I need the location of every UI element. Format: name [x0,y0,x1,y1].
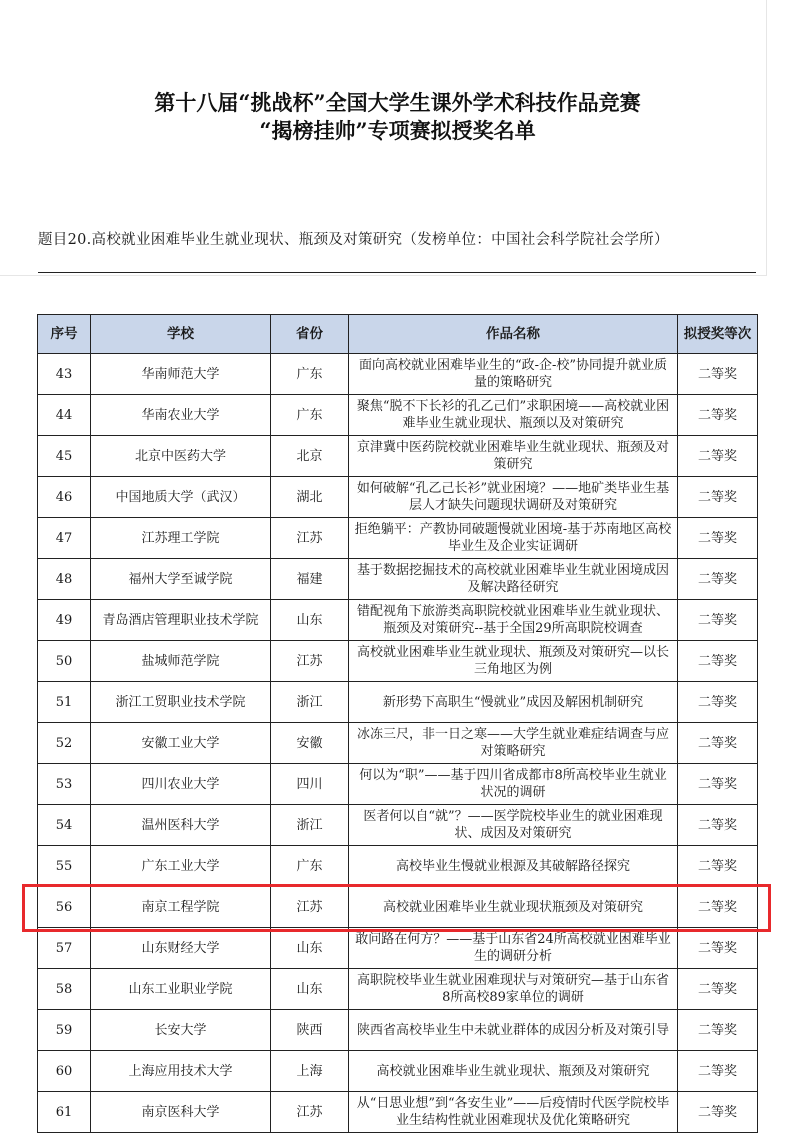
cell-work: 错配视角下旅游类高职院校就业困难毕业生就业现状、瓶颈及对策研究--基于全国29所高职院校调查 [349,600,678,641]
cell-award: 二等奖 [678,395,758,436]
cell-row-number: 60 [38,1051,91,1092]
cell-award: 二等奖 [678,518,758,559]
cell-award: 二等奖 [678,436,758,477]
cell-work: 陕西省高校毕业生中未就业群体的成因分析及对策引导 [349,1010,678,1051]
cell-award: 二等奖 [678,1010,758,1051]
table-row [38,887,758,928]
header-work: 作品名称 [349,315,678,354]
cell-award: 二等奖 [678,559,758,600]
cell-province: 北京 [271,436,349,477]
subject-heading: 题目20.高校就业困难毕业生就业现状、瓶颈及对策研究（发榜单位：中国社会科学院社会学所） [38,232,669,248]
cell-row-number: 57 [38,928,91,969]
cell-work: 高校毕业生慢就业根源及其破解路径探究 [349,846,678,887]
cell-row-number: 43 [38,354,91,395]
cell-row-number: 56 [38,887,91,928]
table-row [38,518,758,559]
cell-school: 盐城师范学院 [91,641,271,682]
cell-row-number: 53 [38,764,91,805]
cell-row-number: 45 [38,436,91,477]
cell-row-number: 47 [38,518,91,559]
cell-province: 湖北 [271,477,349,518]
cell-province: 上海 [271,1051,349,1092]
cell-school: 南京工程学院 [91,887,271,928]
cell-row-number: 49 [38,600,91,641]
cell-province: 四川 [271,764,349,805]
header-school: 学校 [91,315,271,354]
cell-work: 敢问路在何方？——基于山东省24所高校就业困难毕业生的调研分析 [349,928,678,969]
cell-school: 广东工业大学 [91,846,271,887]
cell-row-number: 51 [38,682,91,723]
award-table [37,314,758,1133]
cell-province: 浙江 [271,805,349,846]
cell-school: 青岛酒店管理职业技术学院 [91,600,271,641]
table-row [38,354,758,395]
cell-province: 江苏 [271,1092,349,1133]
cell-province: 山东 [271,969,349,1010]
cell-province: 广东 [271,846,349,887]
table-row [38,1010,758,1051]
cell-province: 江苏 [271,518,349,559]
cell-award: 二等奖 [678,477,758,518]
table-row [38,1051,758,1092]
page-title-line1: 第十八届“挑战杯”全国大学生课外学术科技作品竞赛 [154,90,641,115]
table-row [38,1092,758,1133]
cell-school: 四川农业大学 [91,764,271,805]
table-row [38,395,758,436]
cell-province: 广东 [271,354,349,395]
cell-award: 二等奖 [678,764,758,805]
cell-work: 聚焦“脱不下长衫的孔乙己们”求职困境——高校就业困难毕业生就业现状、瓶颈以及对策研究 [349,395,678,436]
table-row [38,723,758,764]
cell-province: 山东 [271,928,349,969]
cell-award: 二等奖 [678,600,758,641]
cell-school: 江苏理工学院 [91,518,271,559]
cell-row-number: 59 [38,1010,91,1051]
table-row [38,805,758,846]
cell-work: 何以为“职”——基于四川省成都市8所高校毕业生就业状况的调研 [349,764,678,805]
header-no: 序号 [38,315,91,354]
cell-school: 华南农业大学 [91,395,271,436]
cell-school: 山东财经大学 [91,928,271,969]
cell-row-number: 58 [38,969,91,1010]
cell-work: 高校就业困难毕业生就业现状、瓶颈及对策研究—以长三角地区为例 [349,641,678,682]
cell-award: 二等奖 [678,805,758,846]
cell-row-number: 48 [38,559,91,600]
header-province: 省份 [271,315,349,354]
cell-row-number: 55 [38,846,91,887]
table-row [38,682,758,723]
cell-work: 医者何以自“就”？——医学院校毕业生的就业困难现状、成因及对策研究 [349,805,678,846]
table-row [38,764,758,805]
cell-province: 广东 [271,395,349,436]
cell-school: 福州大学至诚学院 [91,559,271,600]
cell-award: 二等奖 [678,1051,758,1092]
subject-divider [38,272,756,273]
cell-province: 江苏 [271,641,349,682]
cell-row-number: 52 [38,723,91,764]
cell-award: 二等奖 [678,846,758,887]
cell-work: 冰冻三尺，非一日之寒——大学生就业难症结调查与应对策略研究 [349,723,678,764]
cell-work: 面向高校就业困难毕业生的“政-企-校”协同提升就业质量的策略研究 [349,354,678,395]
cell-row-number: 54 [38,805,91,846]
table-body [38,354,758,1133]
table-row [38,559,758,600]
table-row [38,928,758,969]
cell-school: 华南师范大学 [91,354,271,395]
cell-school: 温州医科大学 [91,805,271,846]
cell-row-number: 61 [38,1092,91,1133]
cell-school: 中国地质大学（武汉） [91,477,271,518]
cell-province: 山东 [271,600,349,641]
cell-row-number: 44 [38,395,91,436]
cell-school: 浙江工贸职业技术学院 [91,682,271,723]
cell-school: 山东工业职业学院 [91,969,271,1010]
table-row [38,969,758,1010]
cell-award: 二等奖 [678,354,758,395]
cell-award: 二等奖 [678,641,758,682]
cell-province: 浙江 [271,682,349,723]
cell-award: 二等奖 [678,723,758,764]
table-row [38,477,758,518]
cell-school: 上海应用技术大学 [91,1051,271,1092]
cell-work: 高校就业困难毕业生就业现状瓶颈及对策研究 [349,887,678,928]
cell-award: 二等奖 [678,928,758,969]
cell-province: 江苏 [271,887,349,928]
cell-work: 新形势下高职生“慢就业”成因及解困机制研究 [349,682,678,723]
table-row [38,600,758,641]
cell-award: 二等奖 [678,969,758,1010]
cell-work: 如何破解“孔乙己长衫”就业困境？——地矿类毕业生基层人才缺失问题现状调研及对策研究 [349,477,678,518]
cell-work: 高校就业困难毕业生就业现状、瓶颈及对策研究 [349,1051,678,1092]
table-row [38,846,758,887]
cell-school: 南京医科大学 [91,1092,271,1133]
table-row [38,641,758,682]
cell-school: 北京中医药大学 [91,436,271,477]
cell-school: 长安大学 [91,1010,271,1051]
cell-row-number: 46 [38,477,91,518]
cell-work: 拒绝躺平：产教协同破题慢就业困境-基于苏南地区高校毕业生及企业实证调研 [349,518,678,559]
table-row [38,436,758,477]
cell-work: 京津冀中医药院校就业困难毕业生就业现状、瓶颈及对策研究 [349,436,678,477]
cell-province: 陕西 [271,1010,349,1051]
table-header-row [38,315,758,354]
page-title-line2: “揭榜挂帅”专项赛拟授奖名单 [259,118,536,143]
cell-work: 基于数据挖掘技术的高校就业困难毕业生就业困境成因及解决路径研究 [349,559,678,600]
cell-row-number: 50 [38,641,91,682]
cell-province: 安徽 [271,723,349,764]
cell-work: 从“日思业想”到“各安生业”——后疫情时代医学院校毕业生结构性就业困难现状及优化策略研究 [349,1092,678,1133]
cell-school: 安徽工业大学 [91,723,271,764]
cell-award: 二等奖 [678,1092,758,1133]
cell-province: 福建 [271,559,349,600]
cell-award: 二等奖 [678,682,758,723]
header-award: 拟授奖等次 [678,315,758,354]
cell-work: 高职院校毕业生就业困难现状与对策研究—基于山东省8所高校89家单位的调研 [349,969,678,1010]
cell-award: 二等奖 [678,887,758,928]
